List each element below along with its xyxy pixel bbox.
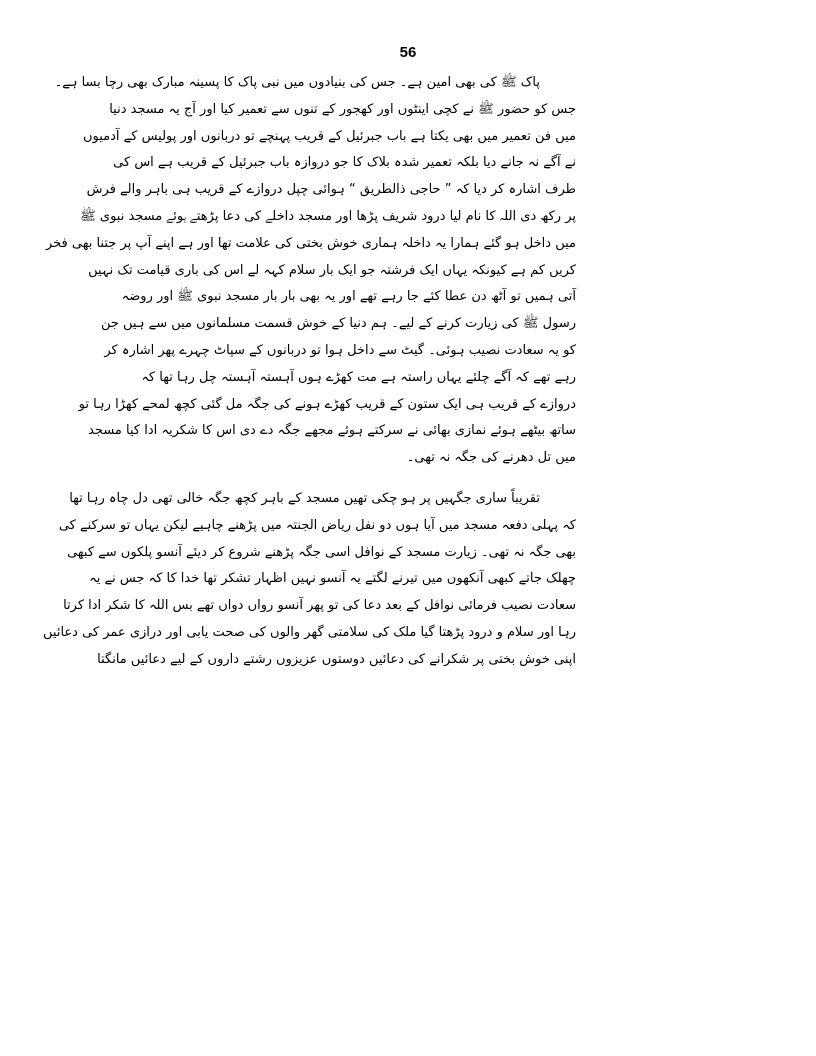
text-line: رسول ﷺ کی زیارت کرنے کے لیے۔ ہم دنیا کے خوش قسمت مسلمانوں میں سے ہیں جن (100, 316, 576, 332)
text-line: رہا اور سلام و درود پڑھتا گیا ملک کی سلامتی گھر والوں کی صحت یابی اور درازی عمر کی دعائیں (43, 624, 576, 640)
text-line: آتی ہمیں تو آٹھ دن عطا کئے جا رہے تھے اور یہ بھی بار بار مسجد نبوی ﷺ اور روضہ (121, 289, 576, 305)
text-line: میں داخل ہو گئے ہمارا یہ داخلہ ہماری خوش بختی کی علامت تھا اور ہے اپنے آپ پر جتنا بھی فخر (45, 235, 576, 251)
paragraph (45, 70, 576, 472)
page-number: 56 (399, 44, 417, 61)
text-line: پر رکھ دی اللہ کا نام لیا درود شریف پڑھا اور مسجد داخلے کی دعا پڑھتے ہوئے مسجد نبوی ﷺ (80, 208, 576, 224)
text-line: میں فن تعمیر میں بھی یکتا ہے باب جبرئیل کے قریب پہنچے تو دربانوں اور پولیس کے آدمیوں (82, 128, 576, 144)
text-line: نے آگے نہ جانے دیا بلکہ تعمیر شدہ بلاک کا جو دروازہ باب جبرئیل کے قریب ہے اس کی (113, 155, 576, 171)
text-line: اپنی خوش بختی پر شکرانے کی دعائیں دوستوں عزیزوں رشتے داروں کے لیے دعائیں مانگتا (97, 651, 576, 667)
text-line: بھی جگہ نہ تھی۔ زیارت مسجد کے نوافل اسی جگہ پڑھنے شروع کر دیئے آنسو پلکوں سے کبھی (67, 544, 576, 560)
text-line: سعادت نصیب فرمائی نوافل کے بعد دعا کی تو پھر آنسو رواں دواں تھے بس اللہ کا شکر ادا کرتا (63, 598, 576, 614)
text-line: ساتھ بیٹھے ہوئے نمازی بھائی نے سرکتے ہوئے مجھے جگہ دے دی اس کا شکریہ ادا کیا مسجد (88, 423, 576, 439)
paragraph-gap (228, 472, 576, 486)
text-line: پاک ﷺ کی بھی امین ہے۔ جس کی بنیادوں میں نبی پاک کا پسینہ مبارک بھی رچا بسا ہے۔ (54, 75, 540, 90)
text-line: دروازے کے قریب ہی ایک ستون کے قریب کھڑے ہونے کی جگہ مل گئی کچھ لمحے کھڑا رہا تو (78, 396, 576, 412)
paragraph (43, 486, 576, 674)
text-line: تقریباً ساری جگہیں پر ہو چکی تھیں مسجد کے باہر کچھ جگہ خالی تھی دل چاہ رہا تھا (69, 490, 540, 506)
text-line: جس کو حضور ﷺ نے کچی اینٹوں اور کھجور کے تنوں سے تعمیر کیا اور آج یہ مسجد دنیا (109, 101, 576, 117)
text-line: کو یہ سعادت نصیب ہوئی۔ گیٹ سے داخل ہوا تو دربانوں کے سپاٹ چہرے پھر اشارہ کر (104, 342, 576, 358)
text-line: کریں کم ہے کیونکہ یہاں ایک فرشتہ جو ایک بار سلام کہہ لے اس کی باری قیامت تک نہیں (88, 262, 576, 278)
text-line: میں تل دھرنے کی جگہ نہ تھی۔ (406, 450, 576, 466)
text-line: طرف اشارہ کر دیا کہ ” حاجی ذالطریق “ ہوائی چپل دروازے کے قریب ہی باہر والے فرش (86, 182, 576, 198)
body-text (43, 70, 576, 674)
text-line: رہے تھے کہ آگے چلئے یہاں راستہ ہے مت کھڑے ہوں آہستہ آہستہ چل رہا تھا کہ (141, 369, 576, 385)
text-line: چھلک جاتے کبھی آنکھوں میں تیرنے لگتے یہ آنسو نہیں اظہار تشکر تھا خدا کا کہ جس نے یہ (89, 571, 576, 587)
text-line: کہ پہلی دفعہ مسجد میں آیا ہوں دو نفل ریاض الجنتہ میں پڑھنے چاہیے لیکن یہاں تو سرکنے کی (58, 517, 576, 533)
